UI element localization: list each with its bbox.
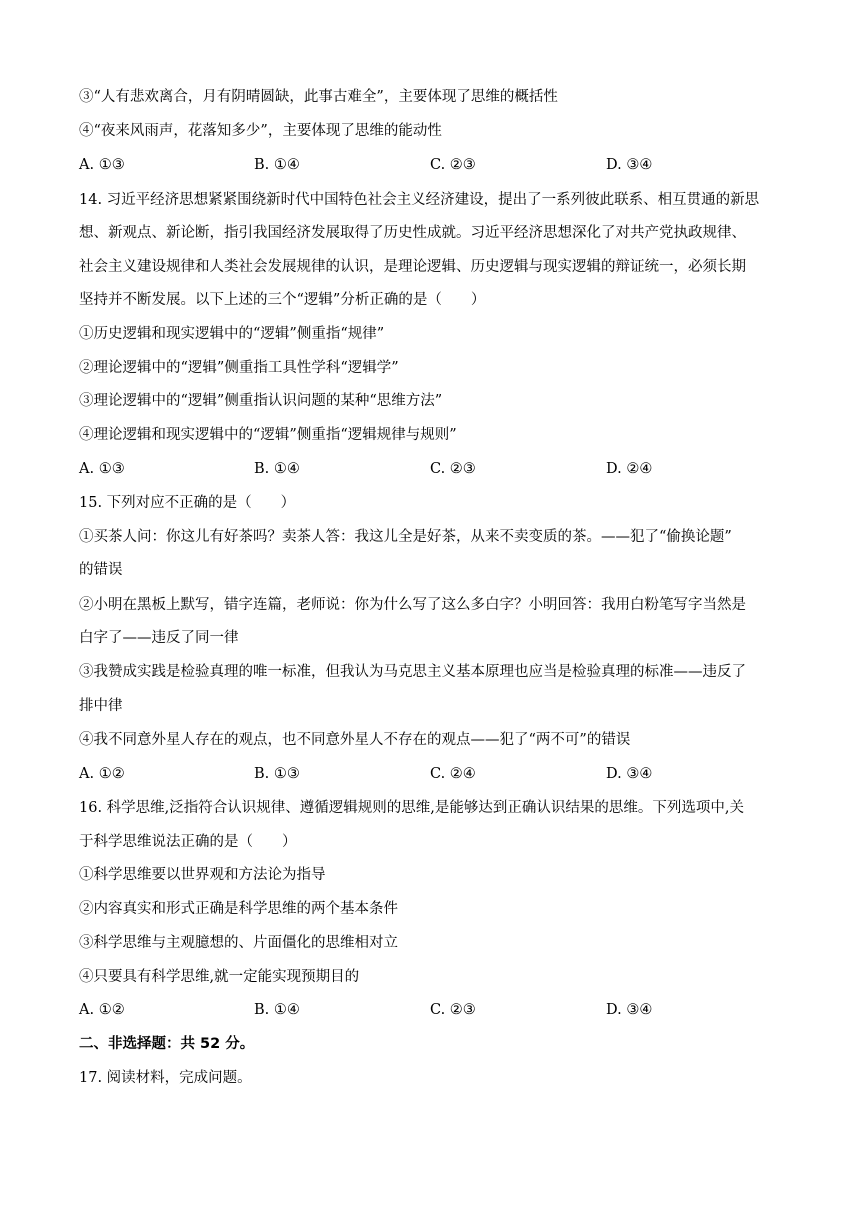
q15-line-2: 的错误 [79, 562, 123, 578]
q14-option-d[interactable]: D. ②④ [606, 461, 653, 477]
q14-option-c[interactable]: C. ②③ [430, 461, 476, 477]
q13-option-c[interactable]: C. ②③ [430, 157, 476, 173]
q15-line-3: ②小明在黑板上默写，错字连篇，老师说：你为什么写了这么多白字？小明回答：我用白粉笔写字当然是 [79, 597, 746, 613]
q13-statement-3: ③“人有悲欢离合，月有阴晴圆缺，此事古难全”，主要体现了思维的概括性 [79, 89, 558, 105]
q16-statement-1: ①科学思维要以世界观和方法论为指导 [79, 867, 326, 883]
q14-option-b[interactable]: B. ①④ [254, 461, 300, 477]
q16-option-c[interactable]: C. ②③ [430, 1002, 476, 1018]
q16-stem-line-1: 16. 科学思维,泛指符合认识规律、遵循逻辑规则的思维,是能够达到正确认识结果的思维。下列选项中,关 [79, 800, 744, 816]
q14-stem-line-3: 社会主义建设规律和人类社会发展规律的认识，是理论逻辑、历史逻辑与现实逻辑的辩证统一，必须长期 [79, 259, 746, 275]
q15-line-7: ④我不同意外星人存在的观点，也不同意外星人不存在的观点——犯了“两不可”的错误 [79, 732, 631, 748]
q14-statement-2: ②理论逻辑中的“逻辑”侧重指工具性学科“逻辑学” [79, 360, 399, 376]
q14-statement-1: ①历史逻辑和现实逻辑中的“逻辑”侧重指“规律” [79, 326, 385, 342]
q14-option-a[interactable]: A. ①③ [79, 461, 125, 477]
q14-statement-3: ③理论逻辑中的“逻辑”侧重指认识问题的某种“思维方法” [79, 393, 443, 409]
q17-stem: 17. 阅读材料，完成问题。 [79, 1070, 252, 1086]
q16-option-a[interactable]: A. ①② [79, 1002, 125, 1018]
q16-option-d[interactable]: D. ③④ [606, 1002, 653, 1018]
q16-statement-3: ③科学思维与主观臆想的、片面僵化的思维相对立 [79, 935, 398, 951]
q14-stem-line-4: 坚持并不断发展。以下上述的三个“逻辑”分析正确的是（ ） [79, 292, 486, 308]
q14-stem-line-2: 想、新观点、新论断，指引我国经济发展取得了历史性成就。习近平经济思想深化了对共产党执政规律、 [79, 225, 746, 241]
q15-option-a[interactable]: A. ①② [79, 766, 125, 782]
q16-stem-line-2: 于科学思维说法正确的是（ ） [79, 834, 297, 850]
q15-stem: 15. 下列对应不正确的是（ ） [79, 495, 296, 511]
q16-statement-2: ②内容真实和形式正确是科学思维的两个基本条件 [79, 901, 398, 917]
q16-statement-4: ④只要具有科学思维,就一定能实现预期目的 [79, 969, 360, 985]
q13-option-a[interactable]: A. ①③ [79, 157, 125, 173]
q13-option-d[interactable]: D. ③④ [606, 157, 653, 173]
q16-option-b[interactable]: B. ①④ [254, 1002, 300, 1018]
q15-line-1: ①买茶人问：你这儿有好茶吗？卖茶人答：我这儿全是好茶，从来不卖变质的茶。——犯了“偷换论题” [79, 529, 732, 545]
q13-option-b[interactable]: B. ①④ [254, 157, 300, 173]
q15-line-6: 排中律 [79, 698, 123, 714]
q14-statement-4: ④理论逻辑和现实逻辑中的“逻辑”侧重指“逻辑规律与规则” [79, 427, 457, 443]
q15-option-b[interactable]: B. ①③ [254, 766, 300, 782]
q15-option-c[interactable]: C. ②④ [430, 766, 476, 782]
section-2-heading: 二、非选择题：共 52 分。 [79, 1036, 255, 1052]
q15-line-5: ③我赞成实践是检验真理的唯一标准，但我认为马克思主义基本原理也应当是检验真理的标准——违反了 [79, 664, 746, 680]
q13-statement-4: ④“夜来风雨声，花落知多少”，主要体现了思维的能动性 [79, 123, 442, 139]
q15-option-d[interactable]: D. ③④ [606, 766, 653, 782]
q15-line-4: 白字了——违反了同一律 [79, 630, 239, 646]
q14-stem-line-1: 14. 习近平经济思想紧紧围绕新时代中国特色社会主义经济建设，提出了一系列彼此联系、相互贯通的新思 [79, 192, 760, 208]
